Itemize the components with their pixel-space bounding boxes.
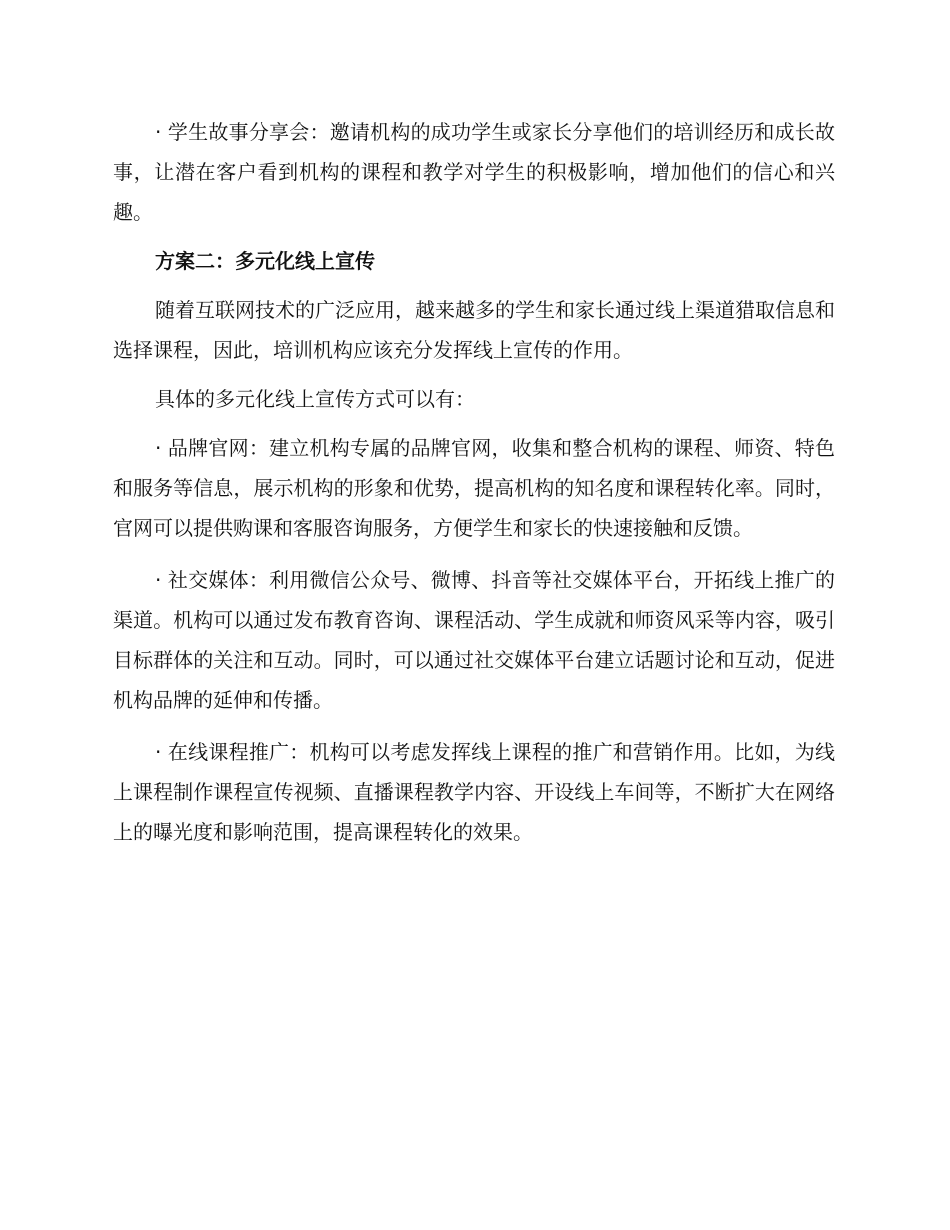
paragraph-online-intro: 随着互联网技术的广泛应用，越来越多的学生和家长通过线上渠道猎取信息和选择课程，因此，培训机构应该充分发挥线上宣传的作用。 — [113, 298, 835, 362]
bullet-student-story-sharing: · 学生故事分享会：邀请机构的成功学生或家长分享他们的培训经历和成长故事，让潜在客户看到机构的课程和教学对学生的积极影响，增加他们的信心和兴趣。 — [113, 120, 835, 224]
section-heading-plan-two: 方案二：多元化线上宣传 — [155, 249, 375, 273]
document-page — [113, 112, 835, 852]
bullet-online-course-promotion: · 在线课程推广：机构可以考虑发挥线上课程的推广和营销作用。比如，为线上课程制作课程宣传视频、直播课程教学内容、开设线上车间等，不断扩大在网络上的曝光度和影响范围，提高课程转化的效果。 — [113, 740, 835, 844]
bullet-brand-website: · 品牌官网：建立机构专属的品牌官网，收集和整合机构的课程、师资、特色和服务等信息，展示机构的形象和优势，提高机构的知名度和课程转化率。同时，官网可以提供购课和客服咨询服务，方便学生和家长的快速接触和反馈。 — [113, 436, 835, 540]
bullet-social-media: · 社交媒体：利用微信公众号、微博、抖音等社交媒体平台，开拓线上推广的渠道。机构可以通过发布教育咨询、课程活动、学生成就和师资风采等内容，吸引目标群体的关注和互动。同时，可以通过社交媒体平台建立话题讨论和互动，促进机构品牌的延伸和传播。 — [113, 568, 835, 712]
paragraph-methods-lead: 具体的多元化线上宣传方式可以有： — [155, 387, 475, 411]
